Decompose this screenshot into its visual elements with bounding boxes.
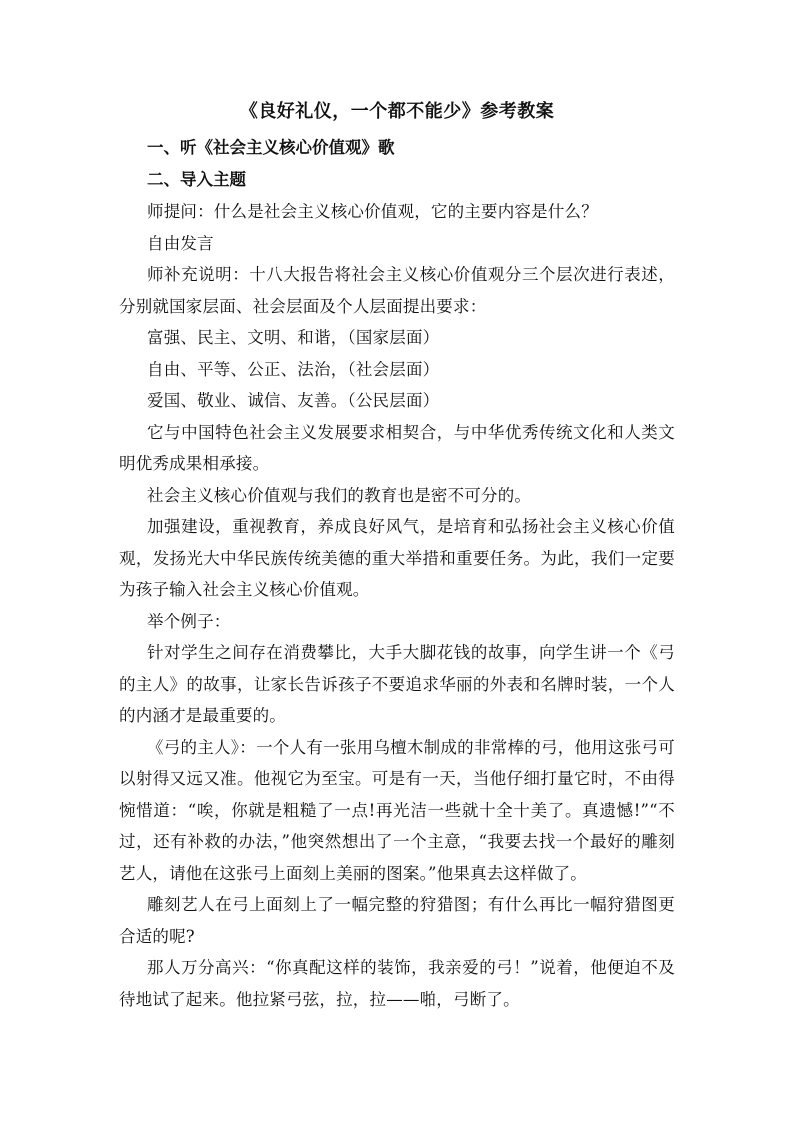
section-heading-2: 二、导入主题: [147, 170, 246, 189]
paragraph-teacher-question: 师提问：什么是社会主义核心价值观，它的主要内容是什么？: [147, 202, 598, 221]
document-title: 《良好礼仪，一个都不能少》参考教案: [239, 101, 555, 122]
paragraph-free-speech: 自由发言: [147, 233, 214, 253]
paragraph-example-intro: 举个例子：: [147, 611, 231, 631]
paragraph-education-link: 社会主义核心价值观与我们的教育也是密不可分的。: [147, 485, 532, 505]
paragraph-bow-broke: 那人万分高兴：“你真配这样的装饰，我亲爱的弓！”说着，他便迫不及待地试了起来。他拉紧弓弦，拉，拉——啪，弓断了。: [119, 958, 675, 1009]
paragraph-strengthen: 加强建设，重视教育，养成良好风气，是培育和弘扬社会主义核心价值观，发扬光大中华民族传统美德的重大举措和重要任务。为此，我们一定要为孩子输入社会主义核心价值观。: [119, 517, 675, 599]
paragraph-compatibility: 它与中国特色社会主义发展要求相契合，与中华优秀传统文化和人类文明优秀成果相承接。: [119, 422, 675, 473]
paragraph-bow-owner: 《弓的主人》：一个人有一张用乌檀木制成的非常棒的弓，他用这张弓可以射得又远又准。他视它为至宝。可是有一天，当他仔细打量它时，不由得惋惜道：“唉，你就是粗糙了一点!再光洁一些就十全十美了。真遗憾!”“不过，还有补救的办法，”他突然想出了一个主意，“我要去找一个最好的雕刻艺人，请他在这张弓上面刻上美丽的图案。”他果真去这样做了。: [119, 737, 675, 883]
paragraph-carving: 雕刻艺人在弓上面刻上了一幅完整的狩猎图；有什么再比一幅狩猎图更合适的呢?: [119, 895, 675, 946]
paragraph-citizen-level: 爱国、敬业、诚信、友善。（公民层面）: [147, 391, 440, 410]
paragraph-social-level: 自由、平等、公正、法治，（社会层面）: [147, 359, 440, 379]
paragraph-national-level: 富强、民主、文明、和谐，（国家层面）: [147, 328, 440, 347]
paragraph-teacher-supplement: 师补充说明：十八大报告将社会主义核心价值观分三个层次进行表述，分别就国家层面、社会层面及个人层面提出要求：: [119, 265, 675, 316]
section-heading-1: 一、听《社会主义核心价值观》歌: [147, 138, 395, 157]
paragraph-consumption-story: 针对学生之间存在消费攀比，大手大脚花钱的故事，向学生讲一个《弓的主人》的故事，让家长告诉孩子不要追求华丽的外表和名牌时装，一个人的内涵才是最重要的。: [119, 643, 675, 725]
document-page: [119, 100, 675, 1015]
